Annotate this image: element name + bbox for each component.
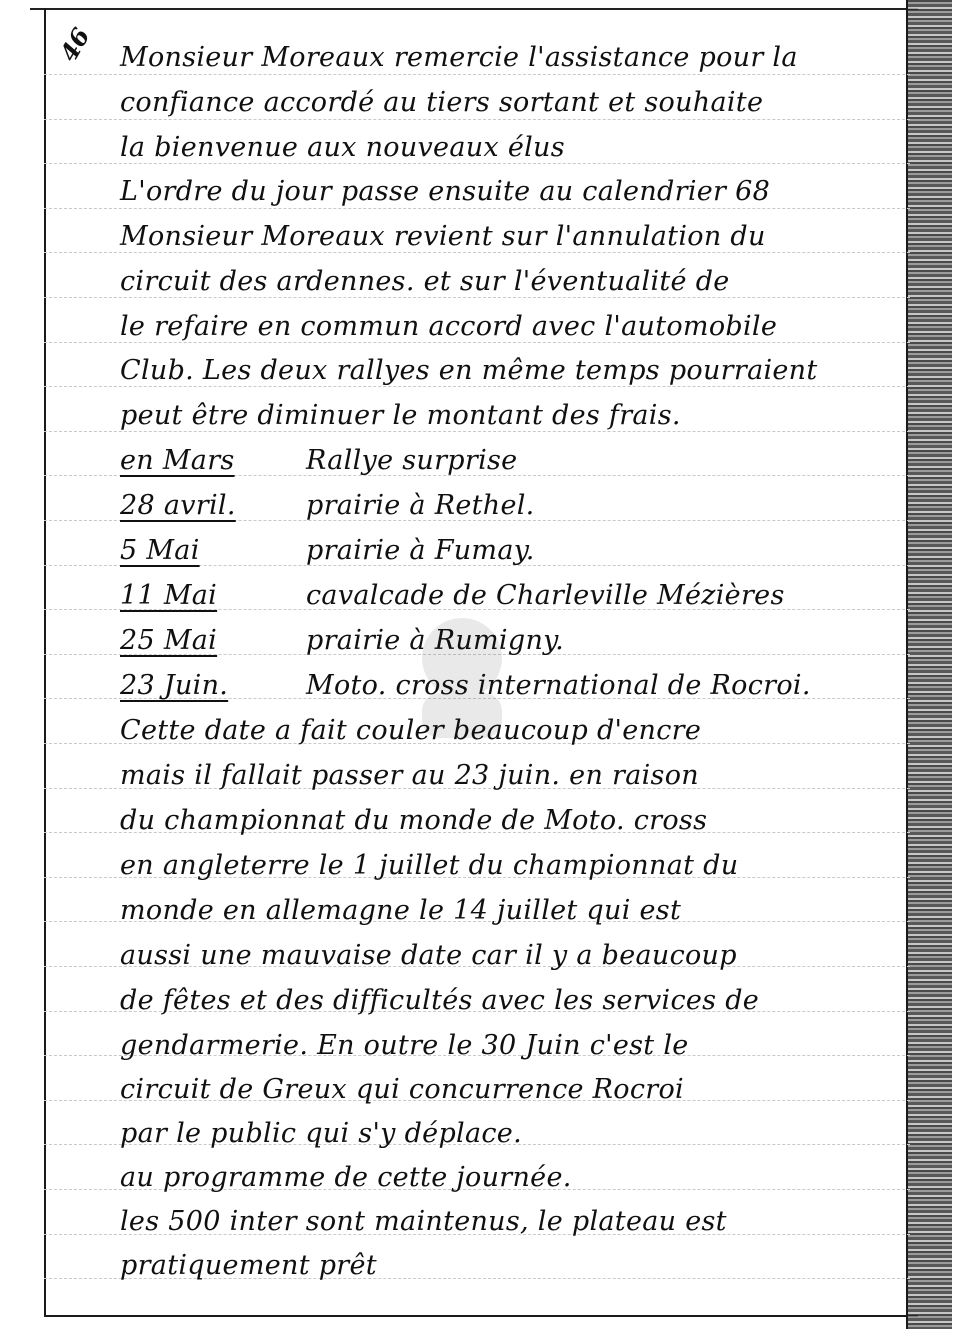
bottom-edge-line [44, 1315, 918, 1317]
schedule-event: prairie à Rumigny. [306, 625, 564, 656]
text-line: peut être diminuer le montant des frais. [120, 400, 681, 431]
text-line: le refaire en commun accord avec l'automobile [120, 311, 778, 342]
text-line: circuit des ardennes. et sur l'éventualité de [120, 266, 730, 297]
ruled-line [44, 74, 910, 75]
text-line: Club. Les deux rallyes en même temps pourraient [120, 355, 818, 386]
ruled-line [44, 431, 910, 432]
text-line: gendarmerie. En outre le 30 Juin c'est le [120, 1030, 689, 1061]
text-line: par le public qui s'y déplace. [120, 1118, 522, 1149]
top-edge-line [30, 8, 918, 10]
text-line: monde en allemagne le 14 juillet qui est [120, 895, 682, 926]
text-line: du championnat du monde de Moto. cross [120, 805, 708, 836]
text-line: Monsieur Moreaux revient sur l'annulation du [120, 221, 766, 252]
ruled-line [44, 163, 910, 164]
text-line: Cette date a fait couler beaucoup d'encre [120, 715, 702, 746]
text-line: en angleterre le 1 juillet du championnat du [120, 850, 739, 881]
text-line: Monsieur Moreaux remercie l'assistance pour la [120, 42, 798, 73]
schedule-date: 5 Mai [120, 535, 200, 566]
ruled-line [44, 208, 910, 209]
schedule-date: en Mars [120, 445, 235, 476]
schedule-event: prairie à Fumay. [306, 535, 535, 566]
schedule-event: Moto. cross international de Rocroi. [306, 670, 811, 701]
text-line: confiance accordé au tiers sortant et souhaite [120, 87, 764, 118]
page-number: 46 [53, 22, 96, 67]
schedule-row [120, 445, 517, 476]
left-margin-line [44, 8, 46, 1315]
text-line: circuit de Greux qui concurrence Rocroi [120, 1074, 684, 1105]
text-line: la bienvenue aux nouveaux élus [120, 132, 565, 163]
ruled-line [44, 386, 910, 387]
schedule-row [120, 490, 535, 521]
text-line: au programme de cette journée. [120, 1162, 572, 1193]
ruled-line [44, 342, 910, 343]
ruled-line [44, 297, 910, 298]
schedule-row [120, 535, 535, 566]
schedule-row [120, 580, 785, 611]
notebook-binding [908, 0, 952, 1329]
schedule-date: 25 Mai [120, 625, 218, 656]
schedule-row [120, 625, 564, 656]
text-line: L'ordre du jour passe ensuite au calendrier 68 [120, 176, 771, 207]
text-line: de fêtes et des difficultés avec les services de [120, 985, 760, 1016]
text-line: pratiquement prêt [120, 1250, 377, 1281]
text-line: mais il fallait passer au 23 juin. en raison [120, 760, 699, 791]
schedule-date: 23 Juin. [120, 670, 229, 701]
schedule-date: 11 Mai [120, 580, 218, 611]
schedule-row [120, 670, 811, 701]
text-line: les 500 inter sont maintenus, le plateau est [120, 1206, 727, 1237]
schedule-event: Rallye surprise [306, 445, 518, 476]
ruled-line [44, 252, 910, 253]
schedule-event: prairie à Rethel. [306, 490, 535, 521]
text-line: aussi une mauvaise date car il y a beaucoup [120, 940, 737, 971]
schedule-event: cavalcade de Charleville Mézières [306, 580, 785, 611]
ruled-line [44, 119, 910, 120]
schedule-date: 28 avril. [120, 490, 236, 521]
